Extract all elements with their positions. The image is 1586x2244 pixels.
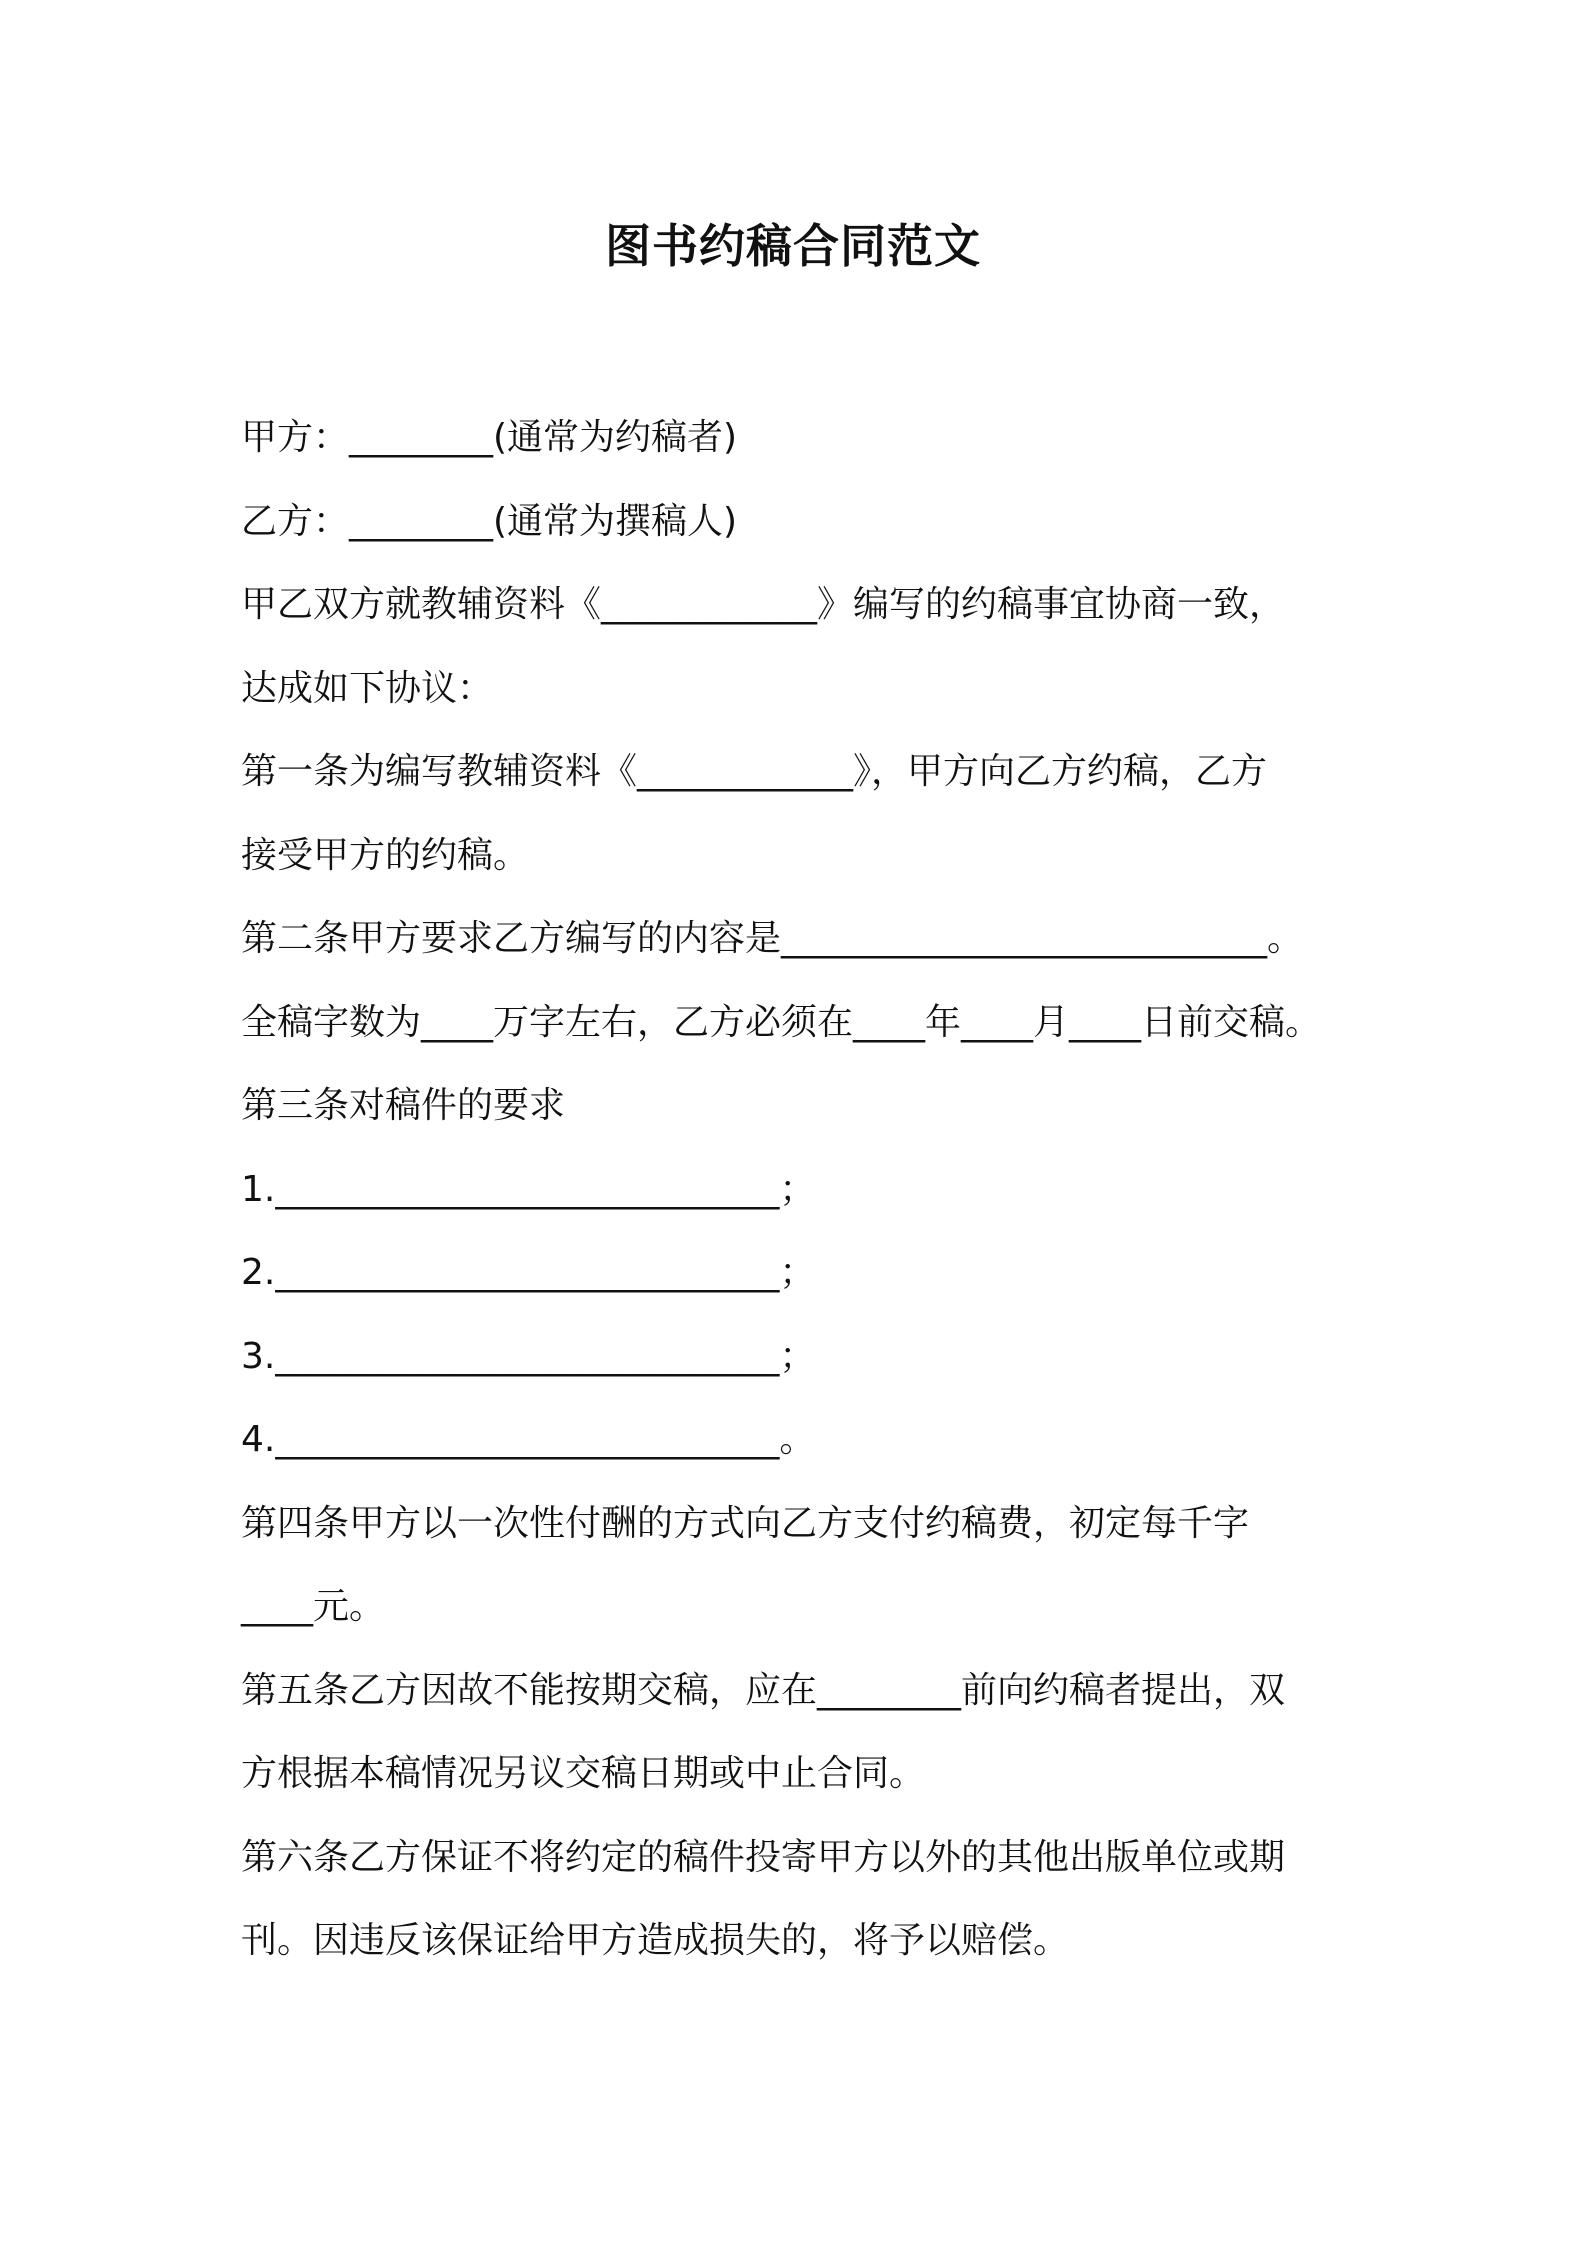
article-4-line-1: 第四条甲方以一次性付酬的方式向乙方支付约稿费，初定每千字	[241, 1502, 1250, 1544]
party-b-line: 乙方：________(通常为撰稿人)	[241, 500, 738, 542]
article-3-heading: 第三条对稿件的要求	[241, 1085, 566, 1126]
article-2-line-2: 全稿字数为____万字左右，乙方必须在____年____月____日前交稿。	[241, 1001, 1322, 1043]
document-body	[241, 408, 1371, 1995]
document-title: 图书约稿合同范文	[605, 219, 981, 273]
article-4-line-2: ____元。	[241, 1586, 386, 1627]
requirement-item-2: 2.____________________________；	[241, 1252, 816, 1293]
requirement-item-1: 1.____________________________；	[241, 1168, 816, 1210]
article-6-line-2: 刊。因违反该保证给甲方造成损失的，将予以赔偿。	[241, 1920, 1070, 1961]
article-5-line-1: 第五条乙方因故不能按期交稿，应在________前向约稿者提出，双	[241, 1669, 1286, 1711]
article-5-line-2: 方根据本稿情况另议交稿日期或中止合同。	[241, 1753, 926, 1794]
article-1-line-1: 第一条为编写教辅资料《____________》，甲方向乙方约稿，乙方	[241, 751, 1268, 792]
party-a-line: 甲方：________(通常为约稿者)	[241, 417, 738, 458]
preamble-line-1: 甲乙双方就教辅资料《____________》编写的约稿事宜协商一致，	[241, 584, 1286, 625]
article-1-line-2: 接受甲方的约稿。	[241, 834, 530, 876]
requirement-item-4: 4.____________________________。	[241, 1419, 816, 1460]
article-2-line-1: 第二条甲方要求乙方编写的内容是___________________________。	[241, 918, 1304, 959]
article-6-line-1: 第六条乙方保证不将约定的稿件投寄甲方以外的其他出版单位或期	[241, 1836, 1286, 1878]
preamble-line-2: 达成如下协议：	[241, 667, 494, 709]
requirement-item-3: 3.____________________________；	[241, 1335, 816, 1377]
